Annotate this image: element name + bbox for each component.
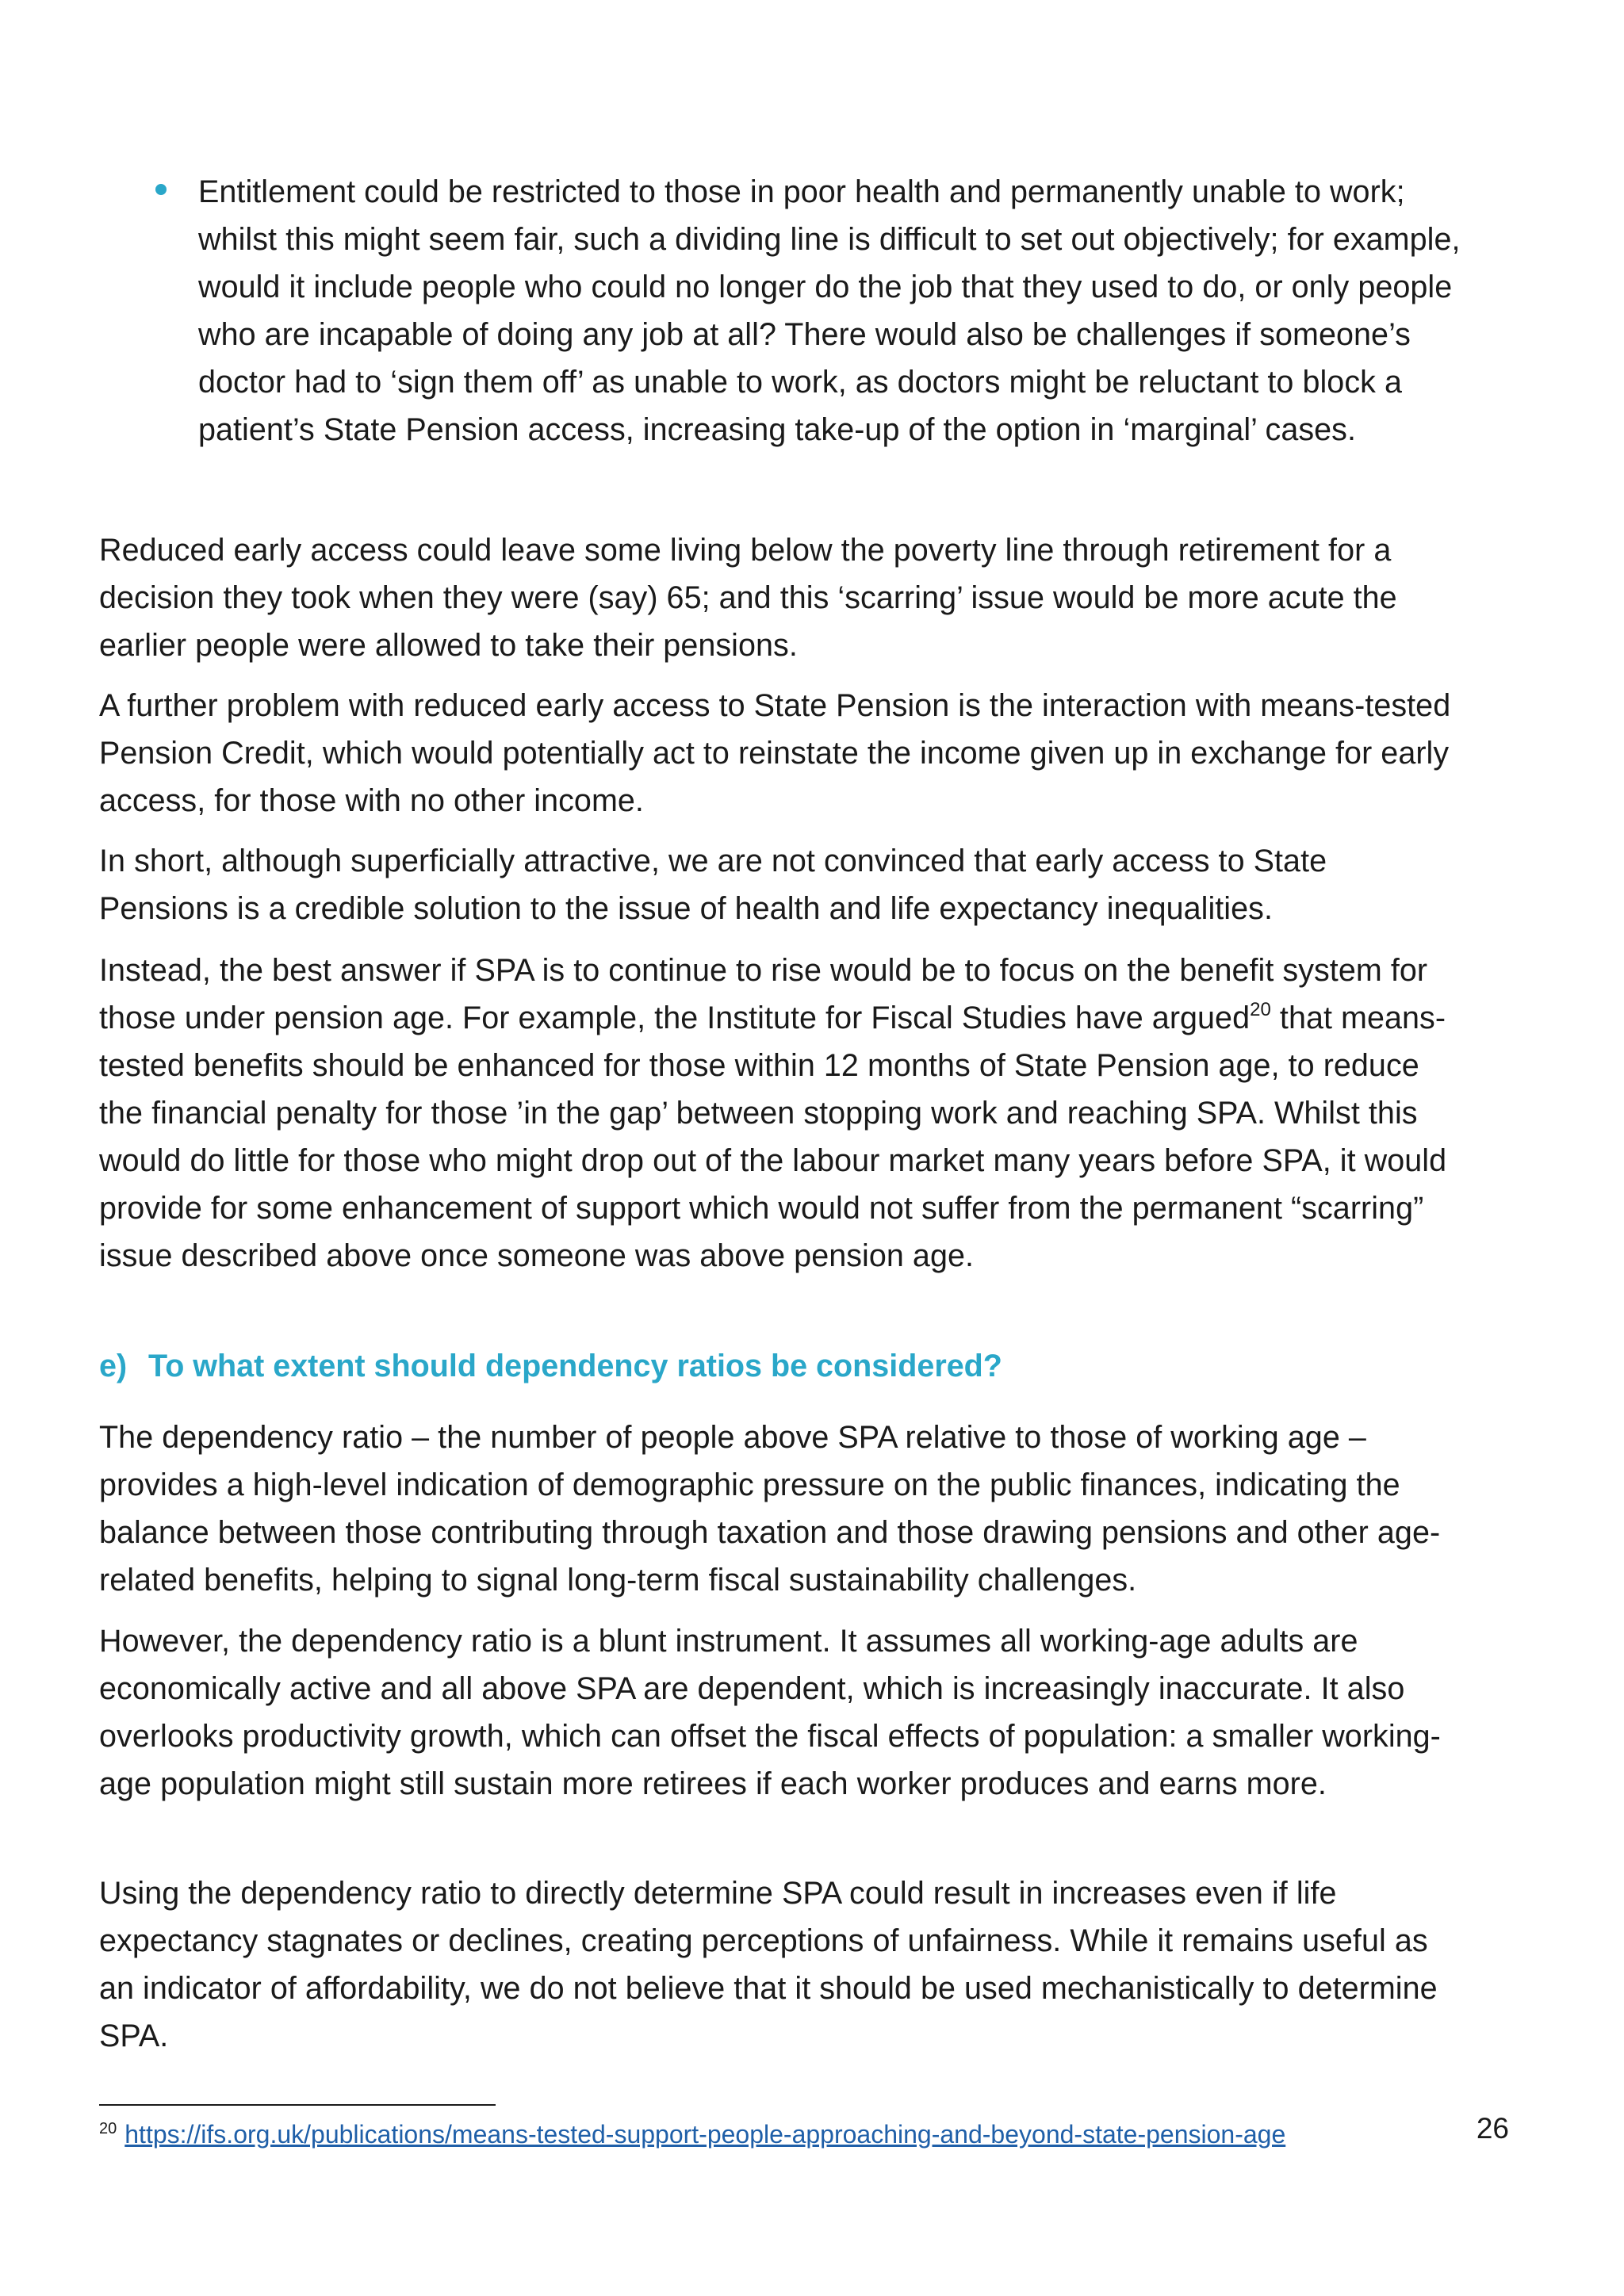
footnote-number: 20 <box>99 2120 117 2138</box>
paragraph-pension-credit-interaction: A further problem with reduced early access to State Pension is the interaction with means-tested Pension Credit, which would potentially act to reinstate the income given up in exchange for early access, for those with no other income. <box>99 688 1451 818</box>
footnote <box>99 2117 1285 2152</box>
bullet-point-icon <box>155 184 167 195</box>
paragraph-benefit-system-end: that means-tested benefits should be enhanced for those within 12 months of State Pension age, to reduce the financial penalty for those ’in the gap’ between stopping work and reaching SPA. Whilst this would do little for those who might drop out of the labour market many years before SPA, it would provide for some enhancement of support which would not suffer from the permanent “scarring” issue described above once someone was above pension age. <box>99 1001 1447 1273</box>
section-heading-letter: e) <box>99 1349 128 1383</box>
paragraph-in-short: In short, although superficially attractive, we are not convinced that early access to State Pensions is a credible solution to the issue of health and life expectancy inequalities. <box>99 844 1327 926</box>
page-number: 26 <box>1476 2112 1509 2145</box>
paragraph-blunt-instrument: However, the dependency ratio is a blunt instrument. It assumes all working-age adults are economically active and all above SPA are dependent, which is increasingly inaccurate. It also overlooks productivity growth, which can offset the fiscal effects of population: a smaller working-age population might still sustain more retirees if each worker produces and earns more. <box>99 1624 1441 1801</box>
paragraph-using-dependency-ratio: Using the dependency ratio to directly determine SPA could result in increases even if life expectancy stagnates or declines, creating perceptions of unfairness. While it remains useful as an indicator of affordability, we do not believe that it should be used mechanistically to determine SPA. <box>99 1876 1438 2053</box>
paragraph-benefit-system <box>99 947 1463 1280</box>
bullet-item-text: Entitlement could be restricted to those in poor health and permanently unable to work; whilst this might seem fair, such a dividing line is difficult to set out objectively; for example, would it include people who could no longer do the job that they used to do, or only people who are incapable of doing any job at all? There would also be challenges if someone’s doctor had to ‘sign them off’ as unable to work, as doctors might be reluctant to block a patient’s State Pension access, increasing take-up of the option in ‘marginal’ cases. <box>198 174 1461 447</box>
paragraph-benefit-system-start: Instead, the best answer if SPA is to continue to rise would be to focus on the benefit system for those under pension age. For example, the Institute for Fiscal Studies have argued <box>99 953 1428 1035</box>
footnote-link[interactable]: https://ifs.org.uk/publications/means-tested-support-people-approaching-and-beyond-state-pension-age <box>124 2120 1286 2149</box>
paragraph-reduced-early-access: Reduced early access could leave some living below the poverty line through retirement for a decision they took when they were (say) 65; and this ‘scarring’ issue would be more acute the earlier people were allowed to take their pensions. <box>99 533 1397 663</box>
footnote-reference[interactable]: 20 <box>1250 998 1271 1020</box>
section-heading-e <box>99 1342 1002 1390</box>
section-heading-text: To what extent should dependency ratios be considered? <box>148 1349 1002 1383</box>
paragraph-dependency-ratio-definition: The dependency ratio – the number of people above SPA relative to those of working age – provides a high-level indication of demographic pressure on the public finances, indicating the balance between those contributing through taxation and those drawing pensions and other age-related benefits, helping to signal long-term fiscal sustainability challenges. <box>99 1420 1441 1598</box>
footnote-divider <box>99 2104 496 2106</box>
